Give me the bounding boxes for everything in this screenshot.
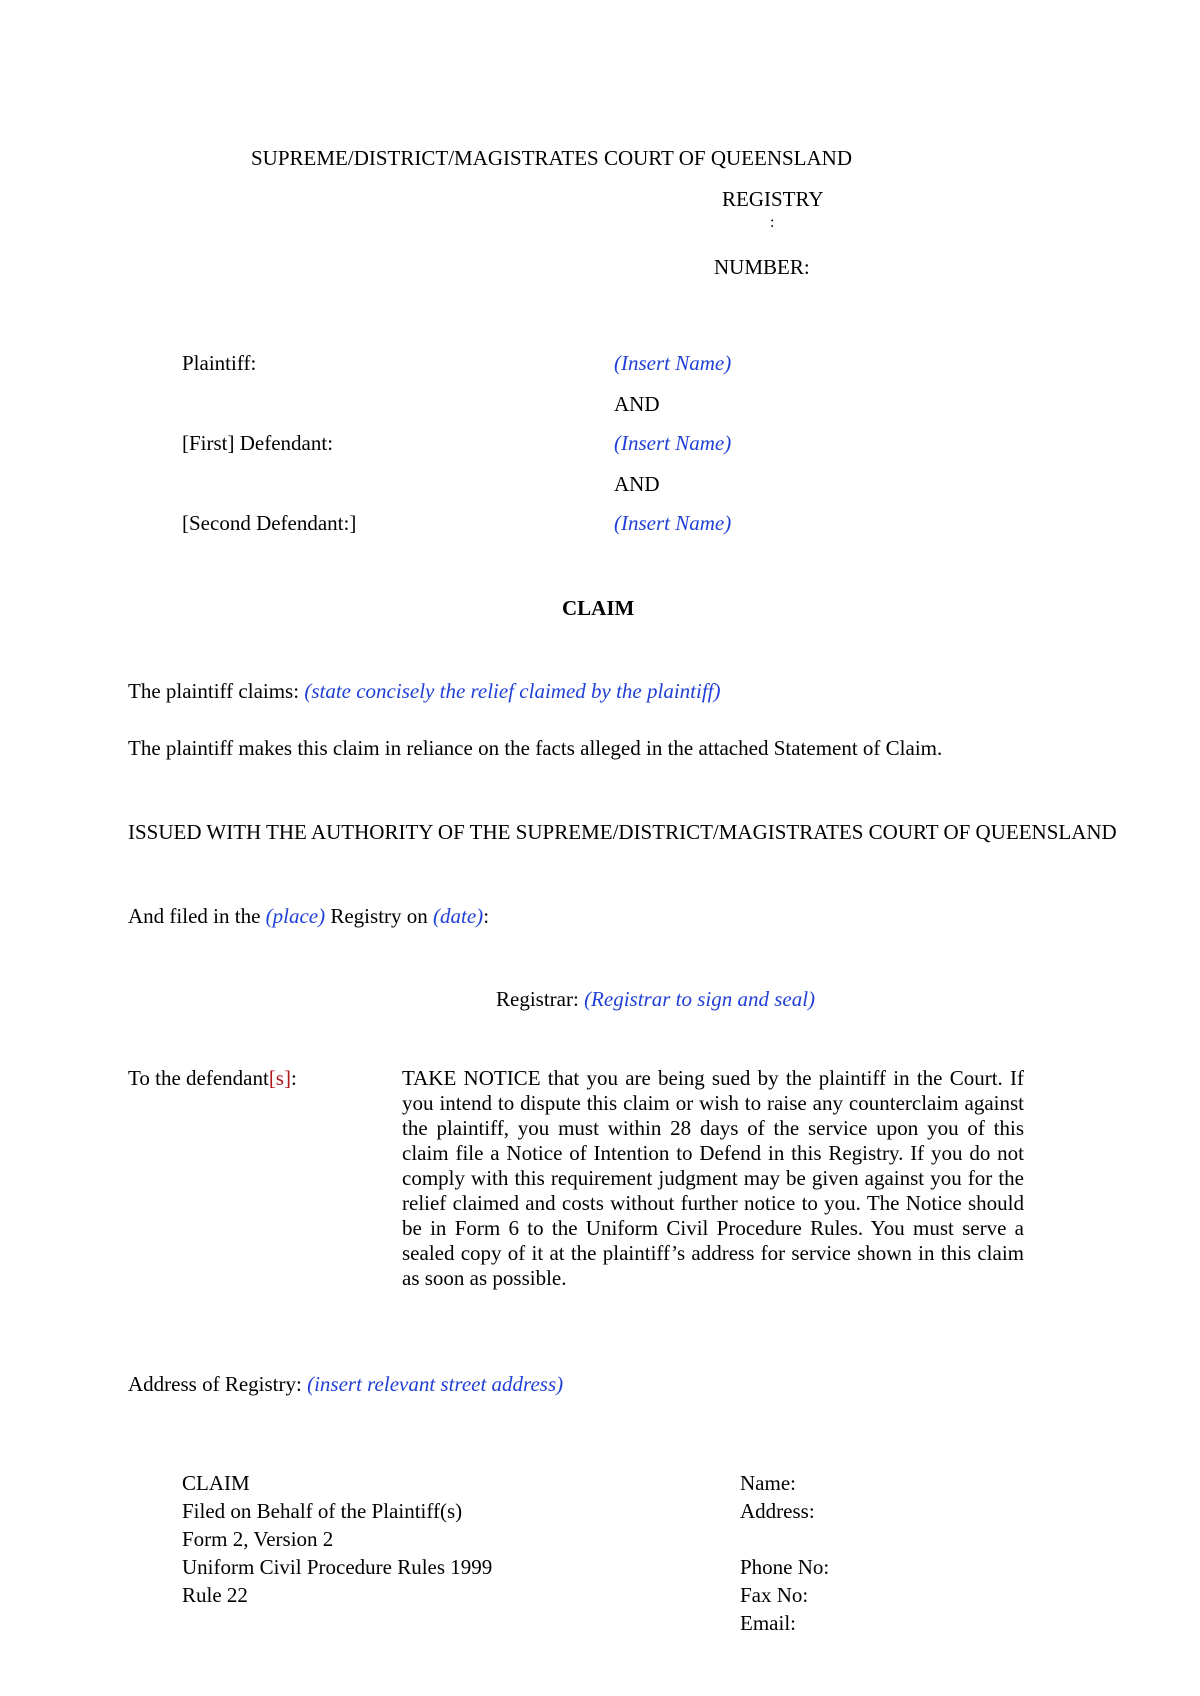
- footer-left-line-4: Uniform Civil Procedure Rules 1999: [182, 1555, 493, 1579]
- registry-label: REGISTRY: [722, 187, 824, 211]
- date-placeholder: (date): [433, 904, 484, 928]
- registrar-placeholder: (Registrar to sign and seal): [584, 987, 816, 1011]
- plaintiff-claims-lead: The plaintiff claims:: [128, 679, 305, 703]
- footer-fax-label: Fax No:: [740, 1583, 809, 1607]
- court-title: SUPREME/DISTRICT/MAGISTRATES COURT OF QUEENSLAND: [251, 146, 852, 170]
- issued-paragraph: ISSUED WITH THE AUTHORITY OF THE SUPREME/DISTRICT/MAGISTRATES COURT OF QUEENSLAND: [128, 820, 1117, 844]
- registrar-label: Registrar:: [496, 987, 585, 1011]
- registry-colon: :: [770, 214, 775, 231]
- and-separator-2: AND: [614, 472, 660, 496]
- address-registry-label: Address of Registry:: [128, 1372, 308, 1396]
- footer-phone-label: Phone No:: [740, 1555, 830, 1579]
- registrar-line: [496, 987, 815, 1012]
- footer-left-line-1: CLAIM: [182, 1471, 250, 1495]
- claim-heading: CLAIM: [562, 596, 635, 620]
- filed-end: :: [483, 904, 490, 928]
- number-label: NUMBER:: [714, 255, 810, 279]
- first-defendant-label: [First] Defendant:: [182, 431, 334, 455]
- plaintiff-label: Plaintiff:: [182, 351, 257, 375]
- notice-label: [128, 1066, 297, 1091]
- footer-email-label: Email:: [740, 1611, 796, 1635]
- filed-line: [128, 904, 489, 929]
- plaintiff-name-placeholder: (Insert Name): [614, 351, 732, 375]
- second-defendant-label: [Second Defendant:]: [182, 511, 357, 535]
- footer-name-label: Name:: [740, 1471, 796, 1495]
- address-registry-line: [128, 1372, 563, 1397]
- notice-label-end: :: [290, 1066, 297, 1090]
- filed-lead: And filed in the: [128, 904, 266, 928]
- relief-placeholder: (state concisely the relief claimed by the plaintiff): [304, 679, 721, 703]
- filed-middle: Registry on: [325, 904, 434, 928]
- first-defendant-name-placeholder: (Insert Name): [614, 431, 732, 455]
- footer-left-line-2: Filed on Behalf of the Plaintiff(s): [182, 1499, 463, 1523]
- plaintiff-claims-line: [128, 679, 721, 704]
- notice-label-optional: [s]: [268, 1066, 291, 1090]
- notice-body: TAKE NOTICE that you are being sued by the plaintiff in the Court. If you intend to dispute this claim or wish to raise any counterclaim against the plaintiff, you must within 28 days of the service upon you of this claim file a Notice of Intention to Defend in this Registry. If you do not comply with this requirement judgment may be given against you for the relief claimed and costs without further notice to you. The Notice should be in Form 6 to the Uniform Civil Procedure Rules. You must serve a sealed copy of it at the plaintiff’s address for service shown in this claim as soon as possible.: [402, 1066, 1024, 1290]
- second-defendant-name-placeholder: (Insert Name): [614, 511, 732, 535]
- address-registry-placeholder: (insert relevant street address): [307, 1372, 564, 1396]
- reliance-paragraph: The plaintiff makes this claim in reliance on the facts alleged in the attached Statement of Claim.: [128, 736, 943, 760]
- notice-label-lead: To the defendant: [128, 1066, 269, 1090]
- footer-address-label: Address:: [740, 1499, 815, 1523]
- footer-left-line-5: Rule 22: [182, 1583, 248, 1607]
- footer-left-line-3: Form 2, Version 2: [182, 1527, 334, 1551]
- place-placeholder: (place): [265, 904, 326, 928]
- and-separator-1: AND: [614, 392, 660, 416]
